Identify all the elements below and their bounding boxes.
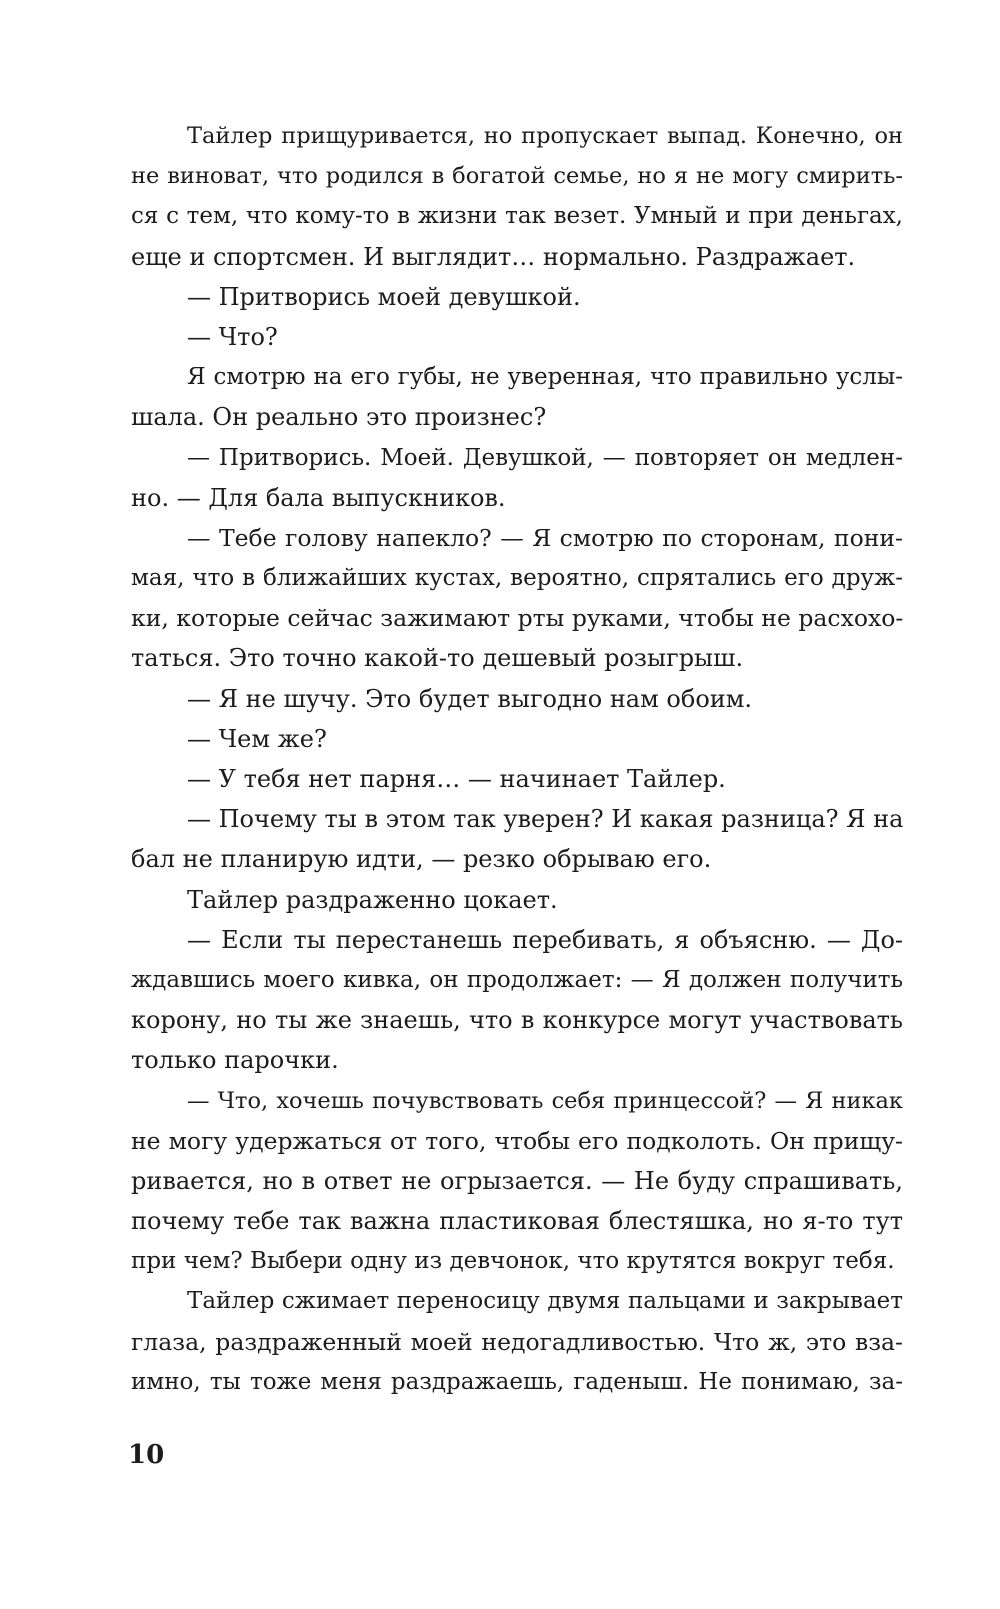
text-line: ки, которые сейчас зажимают рты руками, чтобы не расхохо- — [131, 604, 904, 633]
text-line: — Что, хочешь почувствовать себя принцессой? — Я никак — [187, 1087, 903, 1114]
text-line: Тайлер раздраженно цокает. — [187, 885, 558, 914]
text-line: почему тебе так важна пластиковая блестяшка, но я-то тут — [131, 1207, 903, 1236]
text-line: — Притворись моей девушкой. — [187, 282, 581, 311]
text-line: — Почему ты в этом так уверен? И какая разница? Я на — [187, 805, 904, 834]
text-line: ся с тем, что кому-то в жизни так везет. Умный и при деньгах, — [131, 203, 903, 230]
text-line: ривается, но в ответ не огрызается. — Не буду спрашивать, — [131, 1166, 903, 1195]
text-line: таться. Это точно какой-то дешевый розыгрыш. — [131, 644, 744, 673]
text-line: имно, ты тоже меня раздражаешь, гаденыш. Не понимаю, за- — [131, 1368, 903, 1395]
text-line: не могу удержаться от того, чтобы его подколоть. Он прищу- — [131, 1126, 903, 1155]
text-line: не виноват, что родился в богатой семье, но я не могу смирить- — [131, 163, 903, 190]
text-line: — Что? — [187, 322, 278, 351]
text-line: бал не планирую идти, — резко обрываю его. — [131, 845, 712, 874]
text-line: глаза, раздраженный моей недогадливостью. Что ж, это вза- — [131, 1327, 903, 1356]
text-line: — Я не шучу. Это будет выгодно нам обоим. — [187, 684, 753, 713]
text-line: шала. Он реально это произнес? — [131, 403, 547, 432]
text-line: — Чем же? — [187, 724, 327, 753]
text-line: еще и спортсмен. И выглядит… нормально. Раздражает. — [131, 242, 856, 271]
text-line: — Тебе голову напекло? — Я смотрю по сторонам, пони- — [187, 523, 903, 552]
text-line: — Притворись. Моей. Девушкой, — повторяет он медлен- — [187, 444, 903, 471]
text-line: Тайлер прищуривается, но пропускает выпад. Конечно, он — [187, 123, 903, 149]
text-line: — У тебя нет парня… — начинает Тайлер. — [187, 765, 726, 793]
text-line: только парочки. — [131, 1046, 339, 1075]
text-line: но. — Для бала выпускников. — [131, 483, 506, 512]
text-line: Я смотрю на его губы, не уверенная, что правильно услы- — [187, 364, 903, 391]
page-number: 10 — [128, 1440, 165, 1470]
text-line: Тайлер сжимает переносицу двумя пальцами и закрывает — [187, 1288, 903, 1315]
body-text — [131, 116, 903, 1402]
text-line: корону, но ты же знаешь, что в конкурсе могут участвовать — [131, 1006, 903, 1035]
text-line: при чем? Выбери одну из девчонок, что крутятся вокруг тебя. — [131, 1248, 895, 1275]
text-line: ждавшись моего кивка, он продолжает: — Я должен получить — [131, 966, 903, 993]
text-line: мая, что в ближайших кустах, вероятно, спрятались его друж- — [131, 565, 903, 592]
text-line: — Если ты перестанешь перебивать, я объясню. — До- — [187, 925, 903, 954]
